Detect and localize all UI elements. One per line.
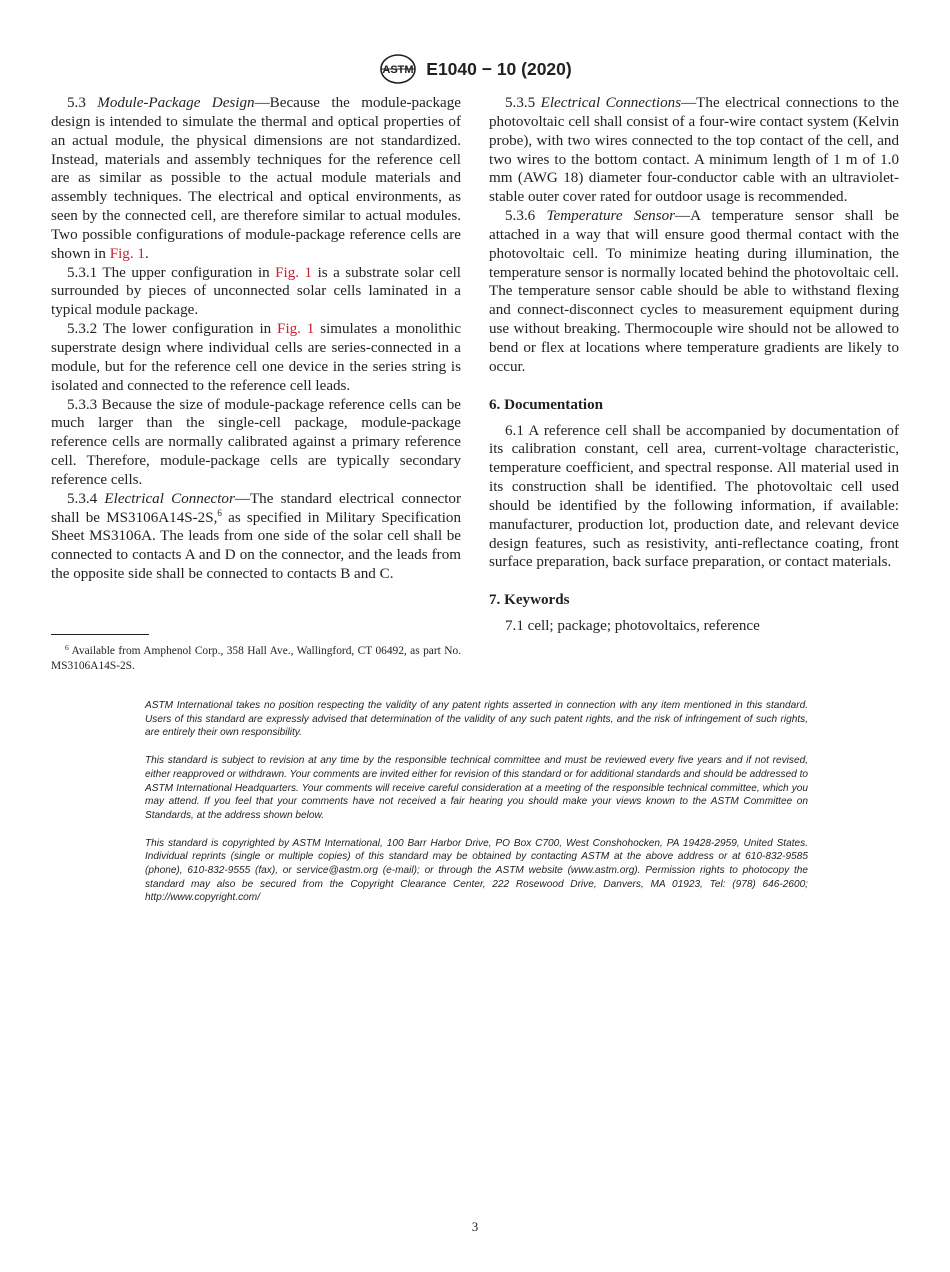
para-end: . xyxy=(144,245,149,262)
para-title: Electrical Connector xyxy=(104,490,235,507)
paragraph-5-3 xyxy=(51,94,461,264)
paragraph-7-1: 7.1 cell; package; photovoltaics, reference xyxy=(505,618,760,635)
paragraph-5-3-5 xyxy=(489,94,899,207)
para-text: —Because the module-package design is intended to simulate the thermal and optical properties of an actual module, the physical dimensions are not standardized. Instead, materials and assembly techniques for the reference cell are as similar as possible to the actual module materials and assembly techniques. The electrical and optical environments, as seen by the connected cell, are therefore similar to actual modules. Two possible configurations of module-package reference cells are shown in xyxy=(51,95,461,262)
para-title: Module-Package Design xyxy=(97,95,255,111)
fig-1-link[interactable]: Fig. 1 xyxy=(275,264,313,281)
left-column xyxy=(51,94,461,584)
para-text: —The standard electrical connector shall be MS3106A14S-2S, xyxy=(51,490,461,526)
patent-notice: ASTM International takes no position respecting the validity of any patent rights asserted in connection with any item mentioned in this standard. Users of this standard are expressly advised that determination of the validity of any such patent rights, and the risk of infringement of such rights, are entirely their own responsibility. xyxy=(145,700,808,739)
para-text: —A temperature sensor shall be attached in a way that will ensure good thermal contact with the photovoltaic cell. To minimize heating during illumination, the temperature sensor is normally located behind the photovoltaic cell. The temperature sensor cable should be able to withstand flexing and connect-disconnect cycles to measurement equipment during use without breaking. Thermocouple wire should not be allowed to bend or flex at locations where temperature gradients are likely to occur. xyxy=(489,208,900,375)
paragraph-6-1: 6.1 A reference cell shall be accompanied by documentation of its calibration constant, cell area, current-voltage characteristic, temperature coefficient, and spectral response. All material used in its construction shall be identified. The photovoltaic cell used should be identified by the following information, if available: manufacturer, production lot, production date, and relevant device design features, such as resistivity, anti-reflectance coating, front surface preparation, back surface preparation, or contact materials. xyxy=(489,422,899,571)
para-text: simulates a monolithic superstrate design where individual cells are series-connected in a module, but for the reference cell one device in the series string is isolated and connected to the reference cell leads. xyxy=(51,321,462,394)
section-6-heading: 6. Documentation xyxy=(489,396,604,413)
para-number: 5.3.5 xyxy=(505,95,536,111)
footnote xyxy=(51,644,461,675)
astm-logo-text: ASTM xyxy=(382,64,414,76)
paragraph-5-3-6 xyxy=(489,207,899,377)
section-7-heading: 7. Keywords xyxy=(489,592,570,609)
page-header xyxy=(0,52,950,86)
astm-notices xyxy=(145,699,808,919)
page-number: 3 xyxy=(471,1219,479,1234)
paragraph-5-3-1 xyxy=(51,264,461,321)
para-number: 5.3.4 xyxy=(67,490,98,507)
para-title: Electrical Connections xyxy=(540,95,682,111)
astm-logo-icon xyxy=(378,53,418,85)
para-number: 5.3.6 xyxy=(505,208,536,225)
para-text: is a substrate solar cell surrounded by pieces of unconnected solar cells laminated in a typical module package. xyxy=(51,264,461,319)
paragraph-5-3-4 xyxy=(51,490,461,584)
footnote-text: Available from Amphenol Corp., 358 Hall Ave., Wallingford, CT 06492, as part No. MS3106A14S-2S. xyxy=(51,645,461,673)
footnote-divider xyxy=(51,634,149,635)
fig-1-link[interactable]: Fig. 1 xyxy=(277,321,315,338)
para-title: Temperature Sensor xyxy=(546,208,676,225)
paragraph-5-3-2 xyxy=(51,320,461,395)
para-text: 5.3.1 The upper configuration in xyxy=(67,264,276,281)
para-number: 5.3 xyxy=(67,95,86,111)
right-column xyxy=(489,94,899,636)
para-text: as specified in Military Specification Sheet MS3106A. The leads from one side of the solar cell shall be connected to contacts A and D on the connector, and the leads from the opposite side shall be connected to contacts B and C. xyxy=(51,509,461,583)
paragraph-5-3-3: 5.3.3 Because the size of module-package reference cells can be much larger than the single-cell package, module-package reference cells are normally calibrated against a primary reference cell. Therefore, module-package cells are typically secondary reference cells. xyxy=(51,396,461,488)
standard-designation: E1040 − 10 (2020) xyxy=(426,58,572,79)
footnote-marker: 6 xyxy=(65,643,69,652)
para-text: —The electrical connections to the photovoltaic cell shall consist of a four-wire contact system (Kelvin probe), with two wires connected to the top contact of the cell, and two wires to the bottom contact. A minimum length of 1 m of 1.0 mm (AWG 18) diameter four-conductor cable with an ultraviolet-stable outer cover rated for outdoor usage is recommended. xyxy=(489,95,900,206)
revision-notice: This standard is subject to revision at any time by the responsible technical committee and must be reviewed every five years and if not revised, either reapproved or withdrawn. Your comments are invited either for revision of this standard or for additional standards and should be addressed to ASTM International Headquarters. Your comments will receive careful consideration at a meeting of the responsible technical committee, which you may attend. If you feel that your comments have not received a fair hearing you should make your views known to the ASTM Committee on Standards, at the address shown below. xyxy=(145,755,809,821)
footnote-ref[interactable]: 6 xyxy=(217,507,222,518)
copyright-notice: This standard is copyrighted by ASTM International, 100 Barr Harbor Drive, PO Box C700, West Conshohocken, PA 19428-2959, United States. Individual reprints (single or multiple copies) of this standard may be obtained by contacting ASTM at the above address or at 610-832-9585 (phone), 610-832-9555 (fax), or service@astm.org (e-mail); or through the ASTM website (www.astm.org). Permission rights to photocopy the standard may also be secured from the Copyright Clearance Center, 222 Rosewood Drive, Danvers, MA 01923, Tel: (978) 646-2600; http://www.copyright.com/ xyxy=(145,837,808,904)
fig-1-link[interactable]: Fig. 1 xyxy=(109,245,145,262)
para-text: 5.3.2 The lower configuration in xyxy=(67,321,278,338)
